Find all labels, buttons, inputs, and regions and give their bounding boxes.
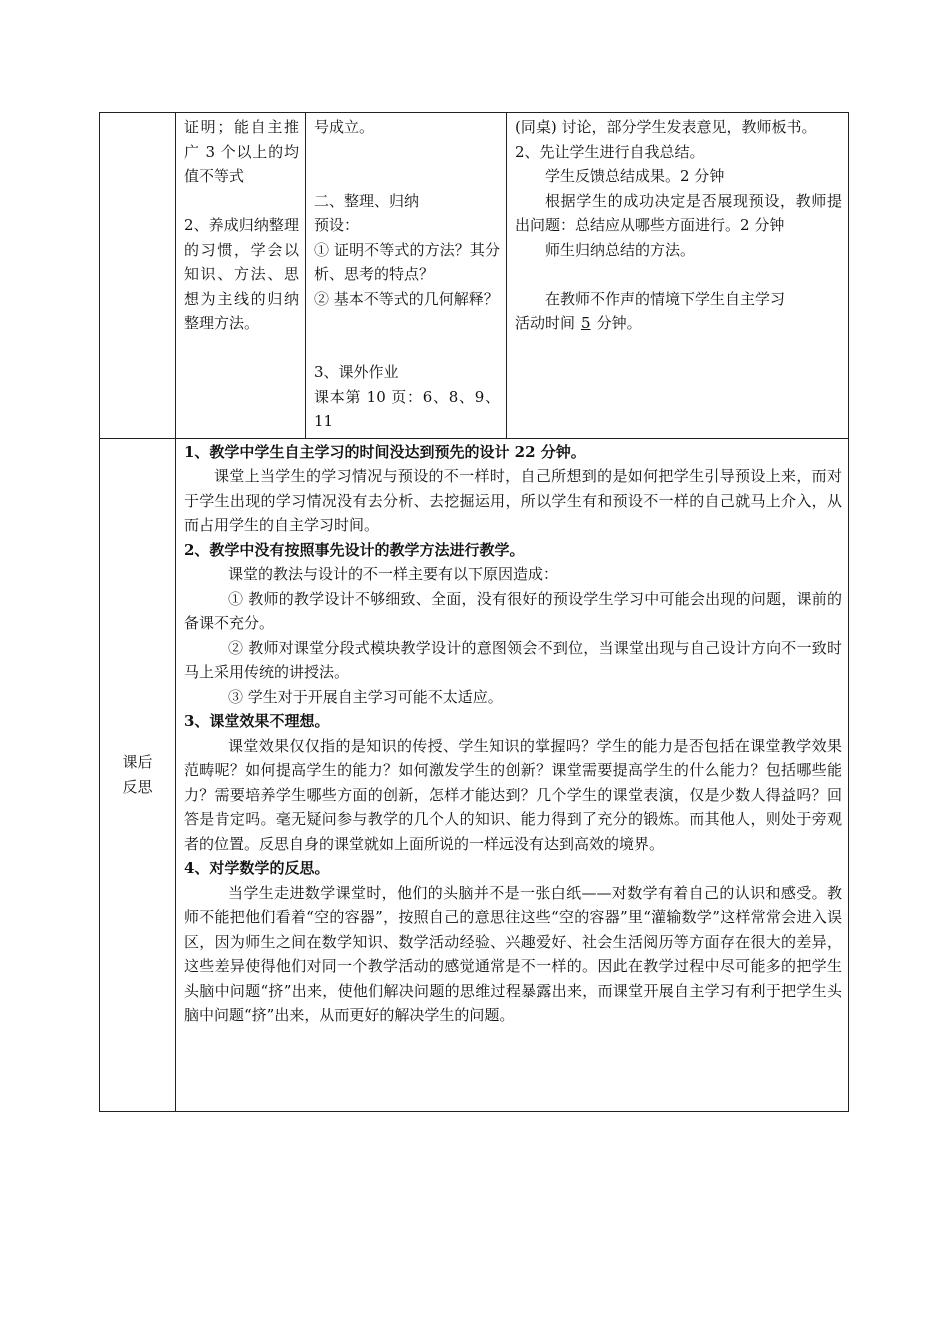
objective-text-1: 证明；能自主推广 3 个以上的均值不等式: [184, 118, 299, 185]
reflection-heading-2: 2、教学中没有按照事先设计的教学方法进行教学。: [184, 540, 525, 559]
reflection-point-1: ① 教师的教学设计不够细致、全面，没有很好的预设学生学习中可能会出现的问题，课前的备课不充分。: [184, 589, 842, 632]
reflection-row: [100, 438, 849, 1111]
content-cell: [306, 113, 507, 439]
reflection-label-cell: [100, 438, 176, 1111]
activity-line-2: 2、先让学生进行自我总结。: [515, 142, 705, 161]
content-line-1: 号成立。: [314, 118, 375, 136]
reflection-paragraph-4: 当学生走进数学课堂时，他们的头脑并不是一张白纸——对数学有着自己的认识和感受。教师不能把他们看着“空的容器”，按照自己的意思往这些“空的容器”里“灌输数学”这样常常会进入误区，因为师生之间在数学知识、数学活动经验、兴趣爱好、社会生活阅历等方面存在很大的差异，这些差异使得他们对同一个教学活动的感觉通常是不一样的。因此在教学过程中尽可能多的把学生头脑中问题“挤”出来，使他们解决问题的思维过程暴露出来，而课堂开展自主学习有利于把学生头脑中问题“挤”出来，从而更好的解决学生的问题。: [184, 883, 842, 1024]
section-heading-summary: 二、整理、归纳: [314, 191, 420, 210]
reflection-point-3: ③ 学生对于开展自主学习可能不太适应。: [228, 687, 503, 706]
section-heading-homework: 3、课外作业: [314, 363, 399, 381]
reflection-paragraph-3: 课堂效果仅仅指的是知识的传授、学生知识的掌握吗？学生的能力是否包括在课堂教学效果范畴呢？如何提高学生的能力？如何激发学生的创新？课堂需要提高学生的什么能力？包括哪些能力？需要培养学生哪些方面的创新，怎样才能达到？几个学生的课堂表演，仅是少数人得益吗？回答是肯定吗。毫无疑问参与教学的几个人的知识、能力得到了充分的锻炼。而其他人，则处于旁观者的位置。反思自身的课堂就如上面所说的一样远没有达到高效的境界。: [184, 736, 842, 853]
activity-time-line: [515, 311, 842, 336]
activity-time-prefix: 活动时间: [515, 314, 576, 332]
reflection-content-cell: [176, 438, 849, 1111]
reflection-paragraph-2: 课堂的教法与设计的不一样主要有以下原因造成：: [228, 565, 559, 583]
reflection-heading-1: 1、教学中学生自主学习的时间没达到预先的设计 22 分钟。: [184, 442, 586, 461]
reflection-point-2: ② 教师对课堂分段式模块教学设计的意图领会不到位，当课堂出现与自己设计方向不一致时马上采用传统的讲授法。: [184, 638, 842, 681]
preset-item-2: ② 基本不等式的几何解释？: [314, 289, 499, 308]
homework-text: 课本第 10 页：6、8、9、11: [314, 387, 500, 430]
reflection-label-line-1: 课后: [122, 753, 153, 771]
activity-line-4: 根据学生的成功决定是否展现预设，教师提出问题：总结应从哪些方面进行。2 分钟: [515, 191, 842, 234]
activity-cell: [507, 113, 849, 439]
activity-line-1: (同桌) 讨论，部分学生发表意见，教师板书。: [515, 118, 817, 136]
reflection-paragraph-1: 课堂上当学生的学习情况与预设的不一样时，自己所想到的是如何把学生引导预设上来，而对于学生出现的学习情况没有去分析、去挖掘运用，所以学生有和预设不一样的自己就马上介入，从而占用学生的自主学习时间。: [184, 467, 842, 534]
reflection-heading-3: 3、课堂效果不理想。: [184, 712, 330, 730]
preset-item-1: ① 证明不等式的方法？其分析、思考的特点？: [314, 240, 500, 283]
activity-line-3: 学生反馈总结成果。2 分钟: [545, 167, 725, 185]
reflection-label-line-2: 反思: [122, 777, 153, 796]
objectives-cell: [176, 113, 306, 439]
lesson-plan-table: [99, 112, 849, 1112]
activity-time-value: 5: [581, 314, 591, 332]
activity-time-suffix: 分钟。: [596, 314, 642, 332]
empty-label-cell: [100, 113, 176, 439]
preset-label: 预设：: [314, 216, 360, 234]
lesson-row: [100, 113, 849, 439]
objective-text-2: 2、养成归纳整理的习惯，学会以知识、方法、思想为主线的归纳整理方法。: [184, 216, 299, 332]
reflection-heading-4: 4、对学数学的反思。: [184, 859, 330, 877]
activity-line-5: 师生归纳总结的方法。: [545, 240, 696, 259]
activity-line-6: 在教师不作声的情境下学生自主学习: [545, 289, 786, 308]
